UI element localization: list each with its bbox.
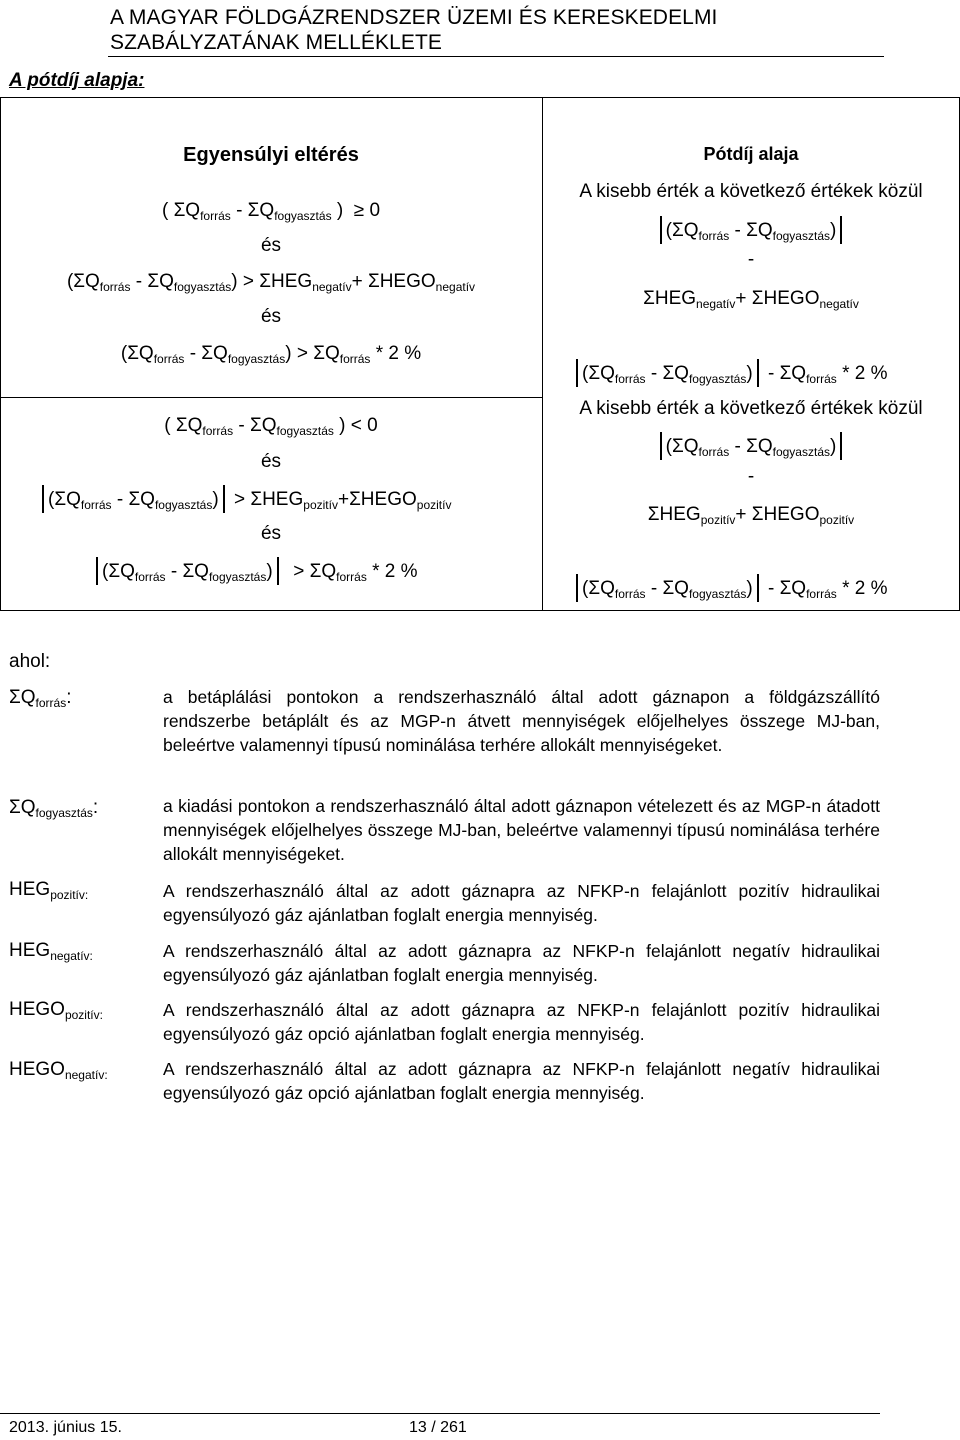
right-pct-1: $(\Sigma Q_{forrás} - \Sigma Q_{fogyasztás}) - \Sigma Q_{forrás} * 2$ %	[572, 359, 887, 387]
definition-term: $HEGO_{pozitív:}$	[9, 999, 103, 1022]
left-cond-6: $(\Sigma Q_{forrás} - \Sigma Q_{fogyasztás}) > \Sigma Q_{forrás} * 2$ %	[92, 557, 418, 585]
footer-rule	[0, 1413, 880, 1414]
abs-bar	[96, 557, 98, 585]
right-kisebb-2: A kisebb érték a következő értékek közül	[579, 398, 923, 419]
definition-term: $HEG_{pozitív:}$	[9, 879, 89, 902]
definition-term: $\Sigma Q_{forrás}$:	[9, 687, 72, 710]
right-heg-pos: $\Sigma HEG_{pozitív}+$ $\Sigma HEGO_{pozitív}$	[647, 504, 855, 527]
abs-bar	[660, 432, 662, 460]
abs-bar	[223, 485, 225, 513]
left-and-3: és	[260, 451, 282, 472]
definition-text: a kiadási pontokon a rendszerhasználó által adott gáznapon vételezett és az MGP-n átadott mennyiségek előjelhelyes összege MJ-ban, beleértve valamennyi típusú nominálása terhére allokált mennyiségeket.	[163, 796, 880, 864]
right-minus-2: -	[747, 466, 755, 487]
abs-bar	[42, 485, 44, 513]
section-subtitle: A pótdíj alapja:	[9, 70, 145, 91]
abs-bar	[757, 359, 759, 387]
definition-text: A rendszerhasználó által az adott gáznapra az NFKP-n felajánlott pozitív hidraulikai egyensúlyozó gáz opció ajánlatban foglalt energia mennyiség.	[163, 1000, 880, 1044]
left-column-header: Egyensúlyi eltérés	[183, 144, 359, 166]
abs-bar	[277, 557, 279, 585]
abs-bar	[840, 216, 842, 244]
abs-bar	[840, 432, 842, 460]
right-pct-2: $(\Sigma Q_{forrás} - \Sigma Q_{fogyasztás}) - \Sigma Q_{forrás} * 2$ %	[572, 574, 887, 602]
table-row-divider	[0, 397, 542, 398]
definition-text: A rendszerhasználó által az adott gáznapra az NFKP-n felajánlott pozitív hidraulikai egyensúlyozó gáz ajánlatban foglalt energia mennyiség.	[163, 881, 880, 925]
right-kisebb-1: A kisebb érték a következő értékek közül	[579, 181, 923, 202]
left-and-1: és	[260, 235, 282, 256]
right-abs-1: $(\Sigma Q_{forrás} - \Sigma Q_{fogyasztás})$	[542, 216, 960, 244]
definition-term: $HEGO_{negatív:}$	[9, 1059, 108, 1082]
right-heg-neg: $\Sigma HEG_{negatív}+$ $\Sigma HEGO_{negatív}$	[643, 288, 859, 311]
abs-bar	[660, 216, 662, 244]
header-line-1: A MAGYAR FÖLDGÁZRENDSZER ÜZEMI ÉS KERESKEDELMI	[110, 6, 718, 29]
left-and-2: és	[260, 306, 282, 327]
definition-text: a betáplálási pontokon a rendszerhasználó által adott gáznapon a földgázszállító rendszerbe betáplált és az MGP-n átvett mennyiségek előjelhelyes összege MJ-ban, beleértve valamennyi típusú nominálása terhére allokált mennyiségeket.	[163, 687, 880, 755]
definition-term: $HEG_{negatív:}$	[9, 940, 93, 963]
right-abs-2: $(\Sigma Q_{forrás} - \Sigma Q_{fogyasztás})$	[542, 432, 960, 460]
definition-term: $\Sigma Q_{fogyasztás}$:	[9, 797, 99, 820]
greater-equal-sign: ≥	[353, 200, 365, 221]
document-header-title	[110, 5, 870, 55]
definition-text: A rendszerhasználó által az adott gáznapra az NFKP-n felajánlott negatív hidraulikai egyensúlyozó gáz ajánlatban foglalt energia mennyiség.	[163, 941, 880, 985]
abs-bar	[757, 574, 759, 602]
left-cond-5: $(\Sigma Q_{forrás} - \Sigma Q_{fogyasztás})$ > $\Sigma HEG_{pozitív}+\Sigma HEGO_{pozitív}$	[38, 485, 451, 513]
footer-page-number: 13 / 261	[409, 1419, 467, 1436]
header-line-2: SZABÁLYZATÁNAK MELLÉKLETE	[110, 31, 442, 54]
definition-text: A rendszerhasználó által az adott gáznapra az NFKP-n felajánlott negatív hidraulikai egyensúlyozó gáz opció ajánlatban foglalt energia mennyiség.	[163, 1059, 880, 1103]
where-label: ahol:	[9, 651, 51, 672]
footer-date: 2013. június 15.	[9, 1419, 122, 1436]
left-cond-3: $(\Sigma Q_{forrás} - \Sigma Q_{fogyasztás}) > \Sigma Q_{forrás} * 2$ %	[120, 343, 422, 366]
header-rule	[108, 56, 884, 57]
abs-bar	[576, 359, 578, 387]
left-cond-4: ( $\Sigma Q_{forrás} - \Sigma Q_{fogyasztás}$ ) < 0	[164, 415, 378, 438]
left-and-4: és	[260, 523, 282, 544]
left-cond-2: $(\Sigma Q_{forrás} - \Sigma Q_{fogyasztás}) > \Sigma HEG_{negatív}+$ $\Sigma HEGO_{negatív}$	[66, 271, 476, 294]
right-column-header: Pótdíj alaja	[703, 144, 799, 164]
left-cond-1: ( $\Sigma Q_{forrás} - \Sigma Q_{fogyasztás}$ ) ≥ 0	[161, 200, 381, 223]
right-minus-1: -	[747, 249, 755, 270]
abs-bar	[576, 574, 578, 602]
table-column-divider	[542, 97, 543, 611]
